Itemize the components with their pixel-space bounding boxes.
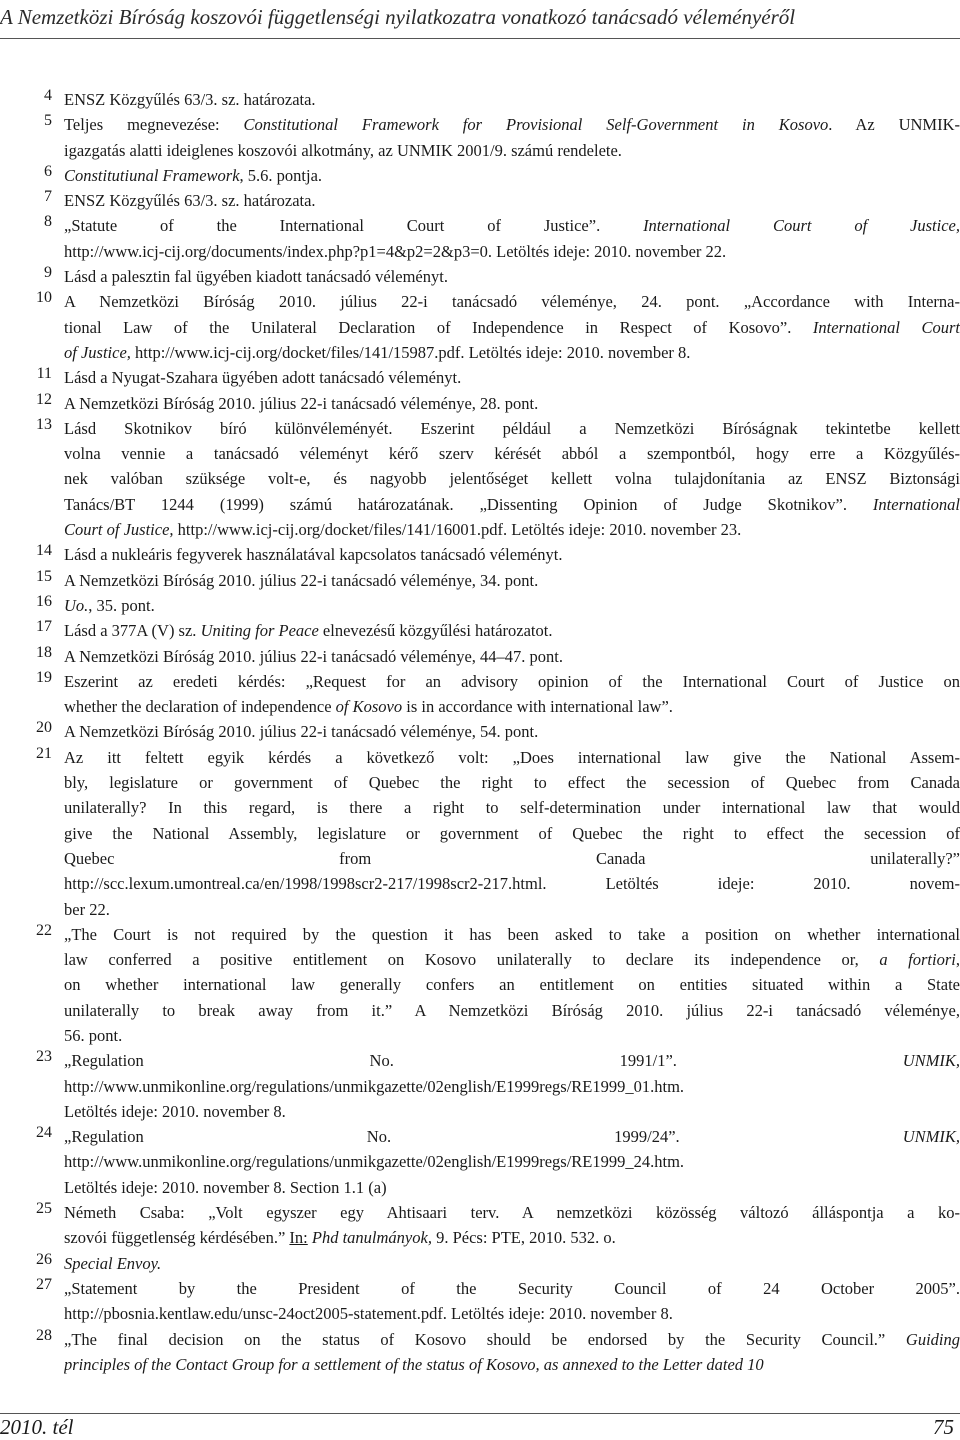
footnote-number: 21 <box>36 744 52 762</box>
footnote-number: 27 <box>36 1275 52 1293</box>
text-run: International Court of Justice, <box>643 216 960 236</box>
text-run: whether the declaration of independence <box>64 697 336 717</box>
text-run: UNMIK, <box>902 1127 960 1147</box>
text-run: „Statement by the President of the Security Council of 24 October 2005”. <box>64 1278 960 1298</box>
footnote-number: 17 <box>36 618 52 636</box>
text-run: Lásd a nukleáris fegyverek használatával kapcsolatos tanácsadó véleményt. <box>64 545 563 565</box>
text-run: volna vennie a tanácsadó véleményt kérő szerv kérését abból a szempontból, hogy erre a Közgyűlés- <box>64 444 960 464</box>
footnote-number: 7 <box>44 188 52 206</box>
footnote-line <box>64 542 960 567</box>
text-run: 56. pont. <box>64 1025 123 1045</box>
footnote-line <box>64 365 960 390</box>
footnote-line <box>64 1251 960 1276</box>
text-run: Tanács/BT 1244 (1999) számú határozatának. „Dissenting Opinion of Judge Skotnikov”. <box>64 494 873 514</box>
text-run: „The final decision on the status of Kosovo should be endorsed by the Security Council.” <box>64 1329 906 1349</box>
text-run: of Justice, <box>64 342 131 362</box>
footnote-line <box>64 669 960 694</box>
text-run: principles of the Contact Group for a settlement of the status of Kosovo, as annexed to the Letter dated 10 <box>64 1354 764 1374</box>
text-run: 9. Pécs: PTE, 2010. 532. o. <box>431 1228 616 1248</box>
footnote-item <box>0 542 960 567</box>
text-run: „Regulation No. 1991/1”. <box>64 1051 903 1071</box>
text-run: give the National Assembly, legislature or government of Quebec the right to effect the secession of <box>64 823 960 843</box>
footnote-item <box>0 568 960 593</box>
text-run: nek valóban szüksége volt-e, és nagyobb jelentőséget kellett volna tulajdonítania az ENSZ Biztonsági <box>64 469 960 489</box>
text-run: UNMIK, <box>902 1051 960 1071</box>
footnote-line <box>64 416 960 441</box>
text-run: on whether international law generally confers an entitlement on entities situated within a State <box>64 975 960 995</box>
footnote-number: 10 <box>36 289 52 307</box>
footnote-item <box>0 593 960 618</box>
footnote-line <box>64 998 960 1023</box>
page-number: 75 <box>933 1415 954 1439</box>
text-run: Phd tanulmányok, <box>311 1228 432 1248</box>
footnote-line <box>64 1074 960 1099</box>
footnote-item <box>0 1251 960 1276</box>
text-run: Constitutiunal Framework <box>64 165 240 185</box>
text-run: International <box>872 494 960 514</box>
footnote-line <box>64 1225 960 1250</box>
text-run: http://www.icj-cij.org/documents/index.php?p1=4&p2=2&p3=0. Letöltés ideje: 2010. november 22. <box>64 241 727 261</box>
footnotes-list <box>0 87 960 1377</box>
footnote-line <box>64 593 960 618</box>
footnote-number: 6 <box>44 162 52 180</box>
footnote-line <box>64 466 960 491</box>
text-run: Eszerint az eredeti kérdés: „Request for an advisory opinion of the International Court of Justice on <box>64 671 960 691</box>
text-run: A Nemzetközi Bíróság 2010. július 22-i tanácsadó véleménye, 54. pont. <box>64 722 539 742</box>
footnote-line <box>64 821 960 846</box>
footnote-line <box>64 1200 960 1225</box>
text-run: http://scc.lexum.umontreal.ca/en/1998/1998scr2-217/1998scr2-217.html. Letöltés ideje: 2010. novem- <box>64 874 960 894</box>
text-run: http://www.icj-cij.org/docket/files/141/15987.pdf. Letöltés ideje: 2010. november 8. <box>130 342 691 362</box>
text-run: unilaterally to break away from it.” A Nemzetközi Bíróság 2010. július 22-i tanácsadó véleménye, <box>64 1000 960 1020</box>
text-run: A Nemzetközi Bíróság 2010. július 22-i tanácsadó véleménye, 44–47. pont. <box>64 646 564 666</box>
footnote-item <box>0 1124 960 1200</box>
footnote-item <box>0 922 960 1048</box>
text-run: In: <box>289 1228 308 1248</box>
footnote-line <box>64 391 960 416</box>
footnote-item <box>0 1276 960 1327</box>
footnote-number: 4 <box>44 87 52 104</box>
footnote-line <box>64 441 960 466</box>
footnote-item <box>0 669 960 720</box>
text-run: Letöltés ideje: 2010. november 8. Section 1.1 (a) <box>64 1177 387 1197</box>
footnote-item <box>0 112 960 163</box>
text-run: „The Court is not required by the question it has been asked to take a position on whether international <box>64 924 960 944</box>
text-run: . Az UNMIK- <box>828 115 960 135</box>
footnote-number: 15 <box>36 567 52 585</box>
footnote-line <box>64 87 960 112</box>
footnote-line <box>64 264 960 289</box>
footnote-item <box>0 644 960 669</box>
text-run: Lásd a Nyugat-Szahara ügyében adott tanácsadó véleményt. <box>64 368 462 388</box>
text-run: bly, legislature or government of Quebec the right to effect the secession of Quebec from Canada <box>64 773 960 793</box>
text-run: Lásd Skotnikov bíró különvéleményét. Eszerint például a Nemzetközi Bíróságnak tekintetbe kellett <box>64 418 960 438</box>
footnote-number: 16 <box>36 592 52 610</box>
footnote-number: 20 <box>36 719 52 737</box>
footnote-item <box>0 1048 960 1124</box>
footnote-item <box>0 213 960 264</box>
footnote-item <box>0 1200 960 1251</box>
footnote-line <box>64 239 960 264</box>
footnote-line <box>64 871 960 896</box>
footnote-line <box>64 795 960 820</box>
text-run: , 35. pont. <box>88 595 155 615</box>
footnote-line <box>64 644 960 669</box>
text-run: , 5.6. pontja. <box>239 165 323 185</box>
text-run: Court of Justice, <box>64 520 174 540</box>
footer-rule <box>0 1413 960 1414</box>
footnote-item <box>0 391 960 416</box>
footnote-line <box>64 1175 960 1200</box>
footnote-number: 26 <box>36 1250 52 1268</box>
footnote-line <box>64 517 960 542</box>
text-run: Letöltés ideje: 2010. november 8. <box>64 1101 286 1121</box>
footnote-line <box>64 163 960 188</box>
footnote-item <box>0 188 960 213</box>
footnote-line <box>64 770 960 795</box>
text-run: igazgatás alatti ideiglenes koszovói alkotmány, az UNMIK 2001/9. számú rendelete. <box>64 140 622 160</box>
footnote-line <box>64 1099 960 1124</box>
text-run: Lásd a 377A (V) sz. <box>64 621 201 641</box>
footnote-line <box>64 492 960 517</box>
footnote-line <box>64 289 960 314</box>
text-run: Special Envoy. <box>64 1253 162 1273</box>
footnote-item <box>0 289 960 365</box>
text-run: „Statute of the International Court of Justice”. <box>64 216 644 236</box>
footnote-number: 28 <box>36 1326 52 1344</box>
text-run: ENSZ Közgyűlés 63/3. sz. határozata. <box>64 191 316 211</box>
text-run: A Nemzetközi Bíróság 2010. július 22-i tanácsadó véleménye, 24. pont. „Accordance with Interna- <box>64 292 960 312</box>
footnote-line <box>64 694 960 719</box>
text-run: A Nemzetközi Bíróság 2010. július 22-i tanácsadó véleménye, 28. pont. <box>64 393 539 413</box>
footnote-item <box>0 745 960 922</box>
text-run: ber 22. <box>64 899 110 919</box>
text-run: elnevezésű közgyűlési határozatot. <box>318 621 553 641</box>
footnote-line <box>64 1276 960 1301</box>
text-run: Teljes megnevezése: <box>64 115 244 135</box>
footnote-line <box>64 188 960 213</box>
footnote-line <box>64 947 960 972</box>
running-header: A Nemzetközi Bíróság koszovói függetlenségi nyilatkozatra vonatkozó tanácsadó véleményéről <box>0 5 796 29</box>
text-run: A Nemzetközi Bíróság 2010. július 22-i tanácsadó véleménye, 34. pont. <box>64 570 539 590</box>
footnote-line <box>64 618 960 643</box>
footnote-line <box>64 138 960 163</box>
text-run: a fortiori <box>879 950 956 970</box>
footnote-number: 25 <box>36 1200 52 1218</box>
text-run: Uo. <box>64 595 89 615</box>
footnote-line <box>64 213 960 238</box>
text-run: tional Law of the Unilateral Declaration of Independence in Respect of Kosovo”. <box>64 317 813 337</box>
footnote-line <box>64 897 960 922</box>
footnote-number: 23 <box>36 1048 52 1066</box>
issue-label: 2010. tél <box>0 1415 74 1439</box>
text-run: Az itt feltett egyik kérdés a következő volt: „Does international law give the National Assem- <box>64 747 960 767</box>
text-run: Németh Csaba: „Volt egyszer egy Ahtisaari terv. A nemzetközi közösség változó álláspontja a ko- <box>64 1203 960 1223</box>
footnote-line <box>64 1048 960 1073</box>
footnote-number: 18 <box>36 643 52 661</box>
footnote-line <box>64 1352 960 1377</box>
footnote-number: 24 <box>36 1124 52 1142</box>
footnote-number: 8 <box>44 213 52 231</box>
footnote-item <box>0 365 960 390</box>
footnote-number: 12 <box>36 390 52 408</box>
text-run: Constitutional Framework for Provisional Self-Government in Kosovo <box>243 115 829 135</box>
text-run: Quebec from Canada unilaterally?” <box>64 848 960 868</box>
footnote-line <box>64 846 960 871</box>
text-run: of Kosovo <box>335 697 403 717</box>
footnote-number: 14 <box>36 542 52 560</box>
footnote-line <box>64 745 960 770</box>
footnote-item <box>0 719 960 744</box>
footnote-line <box>64 719 960 744</box>
footnote-line <box>64 1124 960 1149</box>
text-run: „Regulation No. 1999/24”. <box>64 1127 903 1147</box>
footnote-number: 13 <box>36 415 52 433</box>
footnote-item <box>0 416 960 542</box>
footnote-item <box>0 87 960 112</box>
footnote-item <box>0 264 960 289</box>
footnote-line <box>64 112 960 137</box>
text-run: http://www.icj-cij.org/docket/files/141/16001.pdf. Letöltés ideje: 2010. november 23. <box>173 520 742 540</box>
footnote-line <box>64 1149 960 1174</box>
text-run: law conferred a positive entitlement on Kosovo unilaterally to declare its independence or, <box>64 950 880 970</box>
text-run: ENSZ Közgyűlés 63/3. sz. határozata. <box>64 90 316 109</box>
text-run: International Court <box>812 317 960 337</box>
footnote-number: 19 <box>36 668 52 686</box>
footnote-line <box>64 1327 960 1352</box>
footnote-item <box>0 618 960 643</box>
text-run: , <box>955 950 960 970</box>
text-run: http://www.unmikonline.org/regulations/unmikgazette/02english/E1999regs/RE1999_01.htm. <box>64 1076 685 1096</box>
text-run: Guiding <box>905 1329 960 1349</box>
footnote-number: 11 <box>36 365 52 383</box>
footnote-item <box>0 163 960 188</box>
footnote-number: 5 <box>44 112 52 130</box>
footnote-line <box>64 340 960 365</box>
footnote-number: 22 <box>36 921 52 939</box>
text-run: http://www.unmikonline.org/regulations/unmikgazette/02english/E1999regs/RE1999_24.htm. <box>64 1152 685 1172</box>
text-run: Uniting for Peace <box>200 621 319 641</box>
footnote-line <box>64 972 960 997</box>
footnote-line <box>64 1301 960 1326</box>
header-rule <box>0 38 960 39</box>
footnote-line <box>64 1023 960 1048</box>
text-run: unilaterally? In this regard, is there a right to self-determination under international law that would <box>64 798 960 818</box>
text-run: is in accordance with international law”. <box>402 697 673 717</box>
footnote-line <box>64 568 960 593</box>
footnote-line <box>64 922 960 947</box>
footnote-line <box>64 315 960 340</box>
text-run: szovói függetlenség kérdésében.” <box>64 1228 290 1248</box>
text-run: http://pbosnia.kentlaw.edu/unsc-24oct2005-statement.pdf. Letöltés ideje: 2010. november 8. <box>64 1304 673 1324</box>
footnote-number: 9 <box>44 264 52 282</box>
footnote-item <box>0 1327 960 1378</box>
text-run: Lásd a palesztin fal ügyében kiadott tanácsadó véleményt. <box>64 267 448 287</box>
